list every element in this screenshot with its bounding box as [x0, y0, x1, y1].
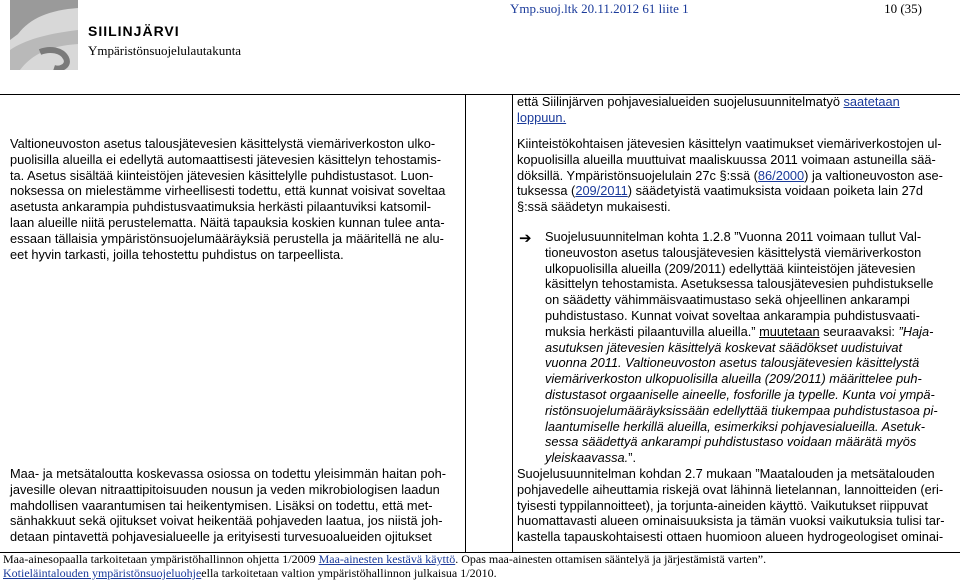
text-line: on säädetty vähimmäisvaatimustaso sekä ohjeellinen ankarampi: [545, 292, 910, 308]
text-span: tuksessa (: [517, 183, 576, 199]
text-span: seuraavaksi:: [819, 323, 899, 339]
left-paragraph-2: [10, 466, 446, 545]
text-line: asetusta ankarampia puhdistusvaatimuksia herkästi pilaantuviksi katsomil-: [10, 199, 432, 215]
link-maa-ainesten-kestava-kaytto[interactable]: Maa-ainesten kestävä käyttö: [318, 552, 456, 566]
text-line: detaan pintavettä pohjavesialueelle ja erityisesti turvesuoalueiden ojitukset: [10, 529, 432, 545]
text-line: essaan tällaisia ympäristönsuojelumääräyksiä perustella ja määritellä ne alu-: [10, 230, 444, 246]
text-line: pohjavedelle aiheuttamia riskejä ovat lähinnä lietelannan, lannoitteiden (eri-: [517, 481, 944, 497]
footnote-1: [3, 552, 766, 567]
text-line: puhdistustaso. Kunnat voivat soveltaa ankarampia puhdistusvaati-: [545, 307, 920, 323]
text-span: ”.: [628, 450, 637, 466]
text-line: mahdollisen vaarantumisen tai heikentymisen. Lisäksi on todettu, että met-: [10, 497, 433, 513]
text-span: että Siilinjärven pohjavesialueiden suojelusuunnitelmatyö: [517, 94, 844, 109]
right-bullet-paragraph: [545, 229, 938, 466]
text-line: kopuolisilla alueilla muuttuivat maaliskuussa 2011 voimaan astuneilla sää-: [517, 151, 936, 167]
text-line: Valtioneuvoston asetus talousjätevesien käsittelystä viemäriverkoston ulko-: [10, 136, 436, 151]
text-line: Maa- ja metsätaloutta koskevassa osiossa on todettu yleisimmän haitan poh-: [10, 466, 447, 481]
link-kotielaintalouden-ymparistonsuojeluohje[interactable]: Kotieläintalouden ympäristönsuojeluohje: [3, 566, 202, 580]
org-department: Ympäristönsuojelulautakunta: [88, 43, 242, 58]
link-86-2000[interactable]: 86/2000: [757, 167, 805, 183]
link-loppuun[interactable]: loppuun.: [517, 109, 567, 125]
right-paragraph-1: [517, 136, 943, 215]
page-number: 10 (35): [884, 1, 922, 16]
text-line: viemäriverkoston ulkopuolisilla alueilla (209/2011) määrittelee puh-: [545, 371, 922, 387]
left-paragraph-1: [10, 136, 445, 262]
link-saatetaan[interactable]: saatetaan: [843, 94, 900, 109]
text-line: noksessa on mielestämme virheellisesti todettu, että kunnat voisivat soveltaa: [10, 183, 446, 199]
text-line: javesille olevan nitraattipitoisuuden nousun ja veden mikrobiologisen laadun: [10, 481, 440, 497]
column-divider-right: [512, 94, 513, 552]
text-line: huomattavasti alueen ominaisuuksista ja tämän vuoksi vaikutuksia tulisi tar-: [517, 513, 945, 529]
siilinjarvi-logo: [10, 0, 78, 70]
org-name: SIILINJÄRVI: [88, 23, 180, 39]
text-line: ristönsuojelumääräyksissään edellyttää tiukempaa puhdistustasoa pi-: [545, 402, 938, 418]
text-line: laan alueille niitä perustelematta. Näitä tapauksia koskien kunnan tulee anta-: [10, 214, 445, 230]
text-line: puolisilla alueilla ei edellytä automaattisesti jätevesien käsittelyn tehostamis-: [10, 151, 442, 167]
text-line: distustasot orgaaniselle aineelle, fosforille ja typelle. Kunta voi ympä-: [545, 386, 935, 402]
text-span: ) ja valtioneuvoston ase-: [804, 167, 943, 183]
text-span: ”Haja-: [898, 323, 934, 339]
text-line: sänhakkuut sekä ojitukset voivat heikentää pohjaveden laatua, jos niistä joh-: [10, 513, 443, 529]
text-span: ella tarkoitetaan valtion ympäristöhallinnon julkaisua 1/2010.: [201, 566, 497, 580]
text-line: vuonna 2011. Valtioneuvoston asetus talousjätevesien käsittelystä: [545, 355, 920, 371]
text-line: sessa säädettyä ankarampi puhdistustaso voidaan määrätä myös: [545, 434, 917, 450]
text-line: Suojelusuunnitelman kohdan 2.7 mukaan ”Maatalouden ja metsätalouden: [517, 466, 935, 481]
text-span: ) säädetyistä vaatimuksista voidaan poiketa lain 27d: [627, 183, 923, 199]
link-209-2011[interactable]: 209/2011: [575, 183, 628, 199]
text-span: muksia herkästi pilaantuvilla alueilla.”: [545, 323, 760, 339]
text-line: kastella tapauskohtaisesti ottaen huomioon alueen hydrogeologiset ominai-: [517, 529, 944, 545]
text-line: ulkopuolisilla alueilla (209/2011) edellyttää kiinteistöjen jätevesien: [545, 260, 916, 276]
text-line: asutuksen jätevesien käsittelyä koskevat säädökset uudistuivat: [545, 339, 903, 355]
text-span: . Opas maa-ainesten ottamisen sääntelyä ja järjestämistä varten”.: [455, 552, 767, 566]
text-span: Maa-ainesopaalla tarkoitetaan ympäristöhallinnon ohjetta 1/2009: [3, 552, 319, 566]
text-line: tioneuvoston asetus talousjätevesien käsittelystä viemäriverkoston: [545, 244, 922, 260]
right-paragraph-2: [517, 466, 944, 545]
text-span: döksillä. Ympäristönsuojelulain 27c §:ssä (: [517, 167, 758, 183]
text-line: ta. Asetus sisältää kiinteistöjen jätevesien käsittelylle puhdistustasot. Luon-: [10, 167, 434, 183]
footnote-2: [3, 566, 497, 581]
underlined-word: muutetaan: [759, 323, 820, 339]
text-span: yleiskaavassa.: [545, 450, 629, 466]
text-line: Kiinteistökohtaisen jätevesien käsittelyn vaatimukset viemäriverkostojen ul-: [517, 136, 942, 151]
text-line: tyisesti typpilannoitteet), ja torjunta-aineiden käyttö. Vaikutukset riippuvat: [517, 497, 928, 513]
text-line: eet hyvin tarkasti, joilla tehostettu puhdistus on tarpeellista.: [10, 246, 344, 262]
arrow-bullet-icon: ➔: [519, 230, 532, 247]
column-divider: [465, 94, 466, 552]
meeting-reference: Ymp.suoj.ltk 20.11.2012 61 liite 1: [510, 1, 689, 16]
right-top-paragraph: [517, 94, 900, 126]
text-line: käsittelyn tehostamista. Asetuksessa talousjätevesien puhdistukselle: [545, 276, 934, 292]
text-line: §:ssä säädetyn mukaisesti.: [517, 199, 671, 215]
text-line: Suojelusuunnitelman kohta 1.2.8 ”Vuonna 2011 voimaan tullut Val-: [545, 229, 922, 244]
text-line: laantumiselle herkillä alueilla, esimerkiksi pohjavesialueilla. Asetuk-: [545, 418, 926, 434]
